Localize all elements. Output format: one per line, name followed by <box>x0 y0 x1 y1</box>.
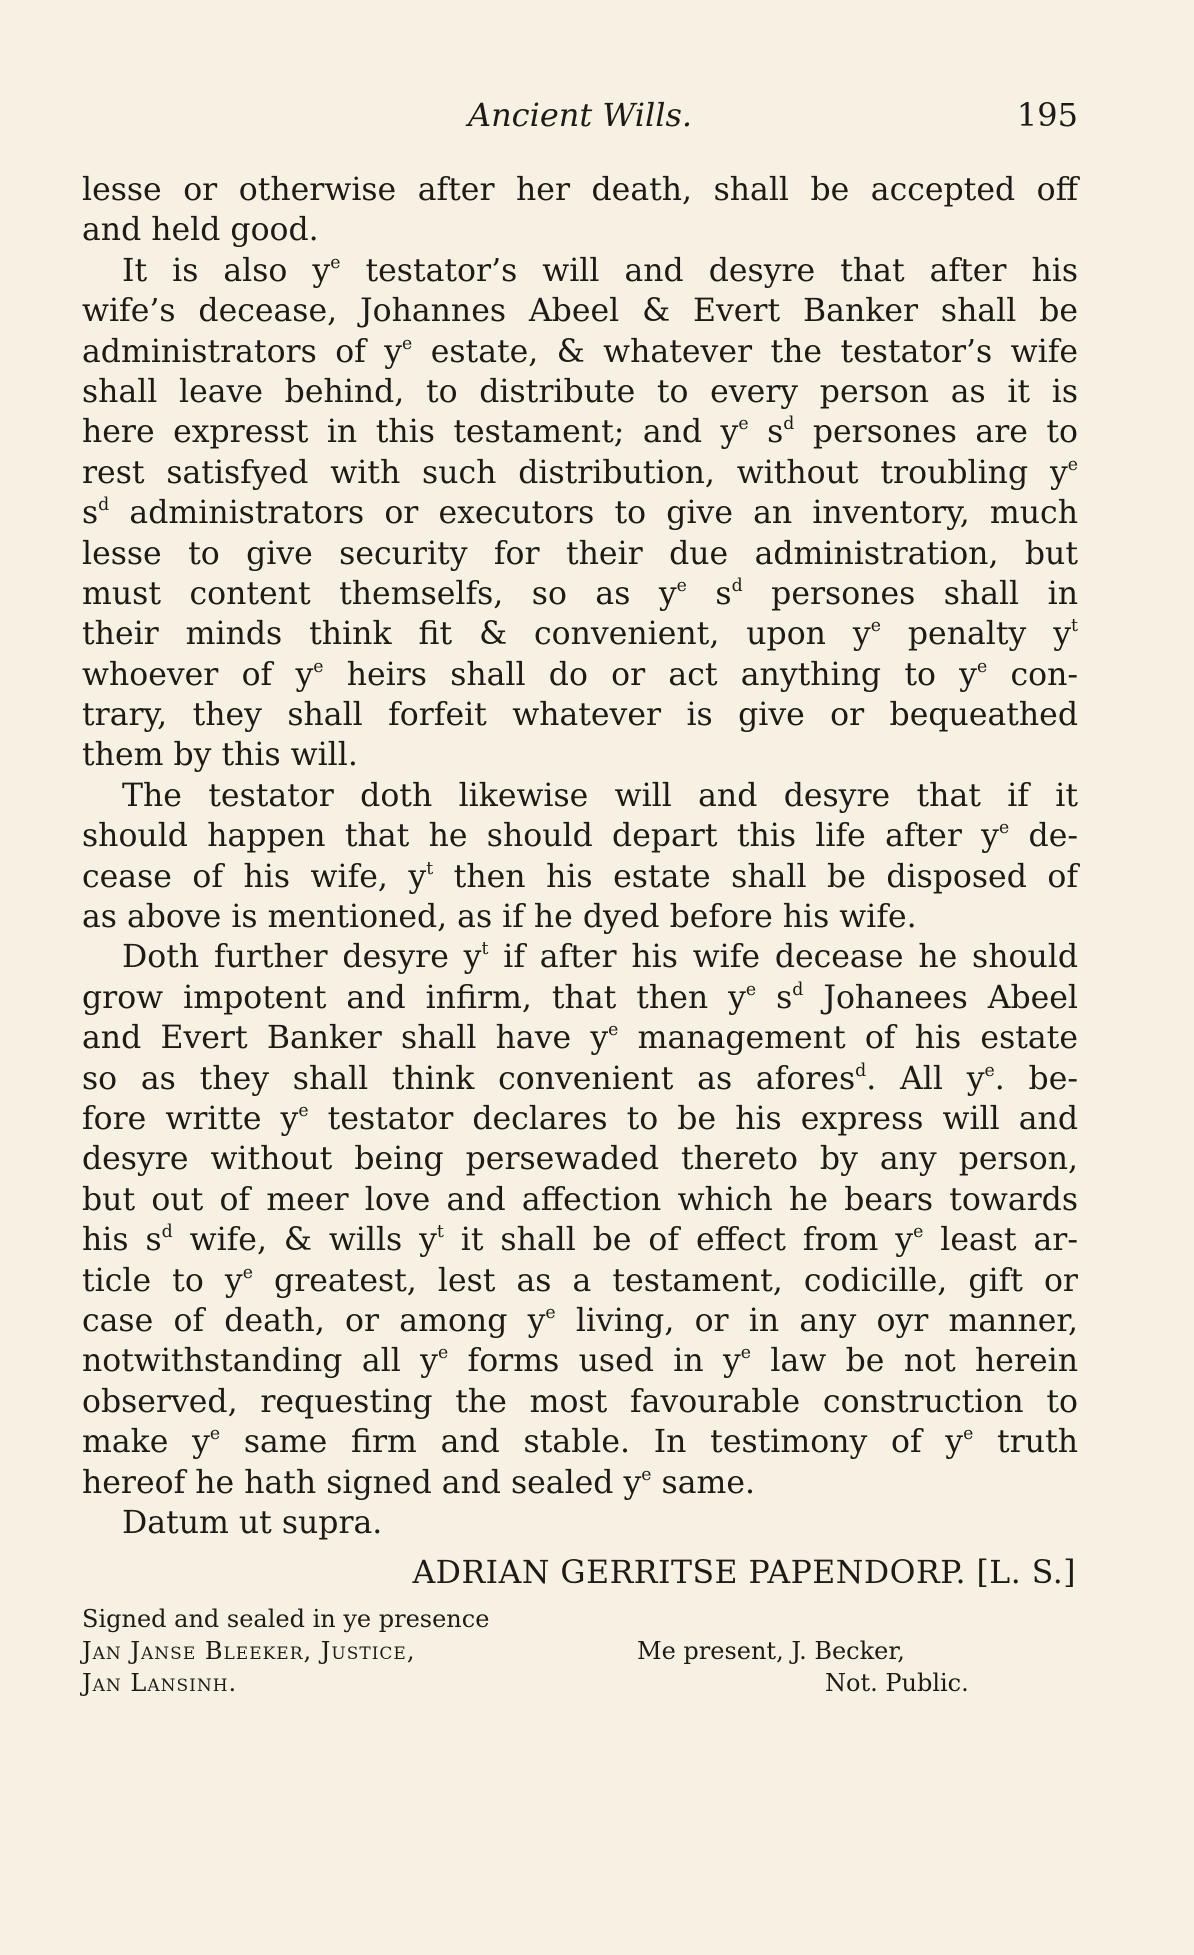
text-line: notwithstanding all $y^e$ forms used in $y^e$ law be not herein <box>82 1343 1079 1380</box>
witness-2: Jan Lansinh. <box>82 1669 238 1697</box>
text-line: should happen that he should depart this life after $y^e$ de- <box>82 818 1078 855</box>
text-line: so as they shall think convenient as afores$^d$. All $y^e$. be- <box>82 1060 1079 1097</box>
text-line: It is also $y^e$ testator’s will and desyre that after his <box>122 252 1078 289</box>
page-header <box>82 96 1078 146</box>
text-line: grow impotent and infirm, that then $y^e$ $s^d$ Johanees Abeel <box>82 979 1078 1016</box>
text-line: The testator doth likewise will and desyre that if it <box>122 777 1078 814</box>
attestation-heading: Signed and sealed in ye presence <box>82 1605 490 1633</box>
text-line: Doth further desyre $y^t$ if after his wife decease he should <box>122 939 1078 976</box>
attestation-row-1 <box>82 1635 1002 1667</box>
text-line: fore writte $y^e$ testator declares to be his express will and <box>82 1100 1078 1137</box>
text-line: and held good. <box>82 212 319 249</box>
attestation-block <box>82 1603 1002 1699</box>
text-line: case of death, or among $y^e$ living, or in any oyr manner, <box>82 1302 1078 1339</box>
text-line: ticle to $y^e$ greatest, lest as a testament, codicille, gift or <box>82 1262 1078 1299</box>
text-line: whoever of $y^e$ heirs shall do or act anything to $y^e$ con- <box>82 656 1079 693</box>
will-text-body <box>82 170 1078 1543</box>
text-line: shall leave behind, to distribute to every person as it is <box>82 373 1078 410</box>
text-line: make $y^e$ same firm and stable. In testimony of $y^e$ truth <box>82 1424 1078 1461</box>
text-line: trary, they shall forfeit whatever is give or bequeathed <box>82 697 1078 734</box>
text-line: administrators of $y^e$ estate, & whatever the testator’s wife <box>82 333 1078 370</box>
text-line: and Evert Banker shall have $y^e$ management of his estate <box>82 1020 1078 1057</box>
page-number: 195 <box>1016 96 1078 134</box>
text-line: their minds think fit & convenient, upon $y^e$ penalty $y^t$ <box>82 616 1078 653</box>
text-line: must content themselfs, so as $y^e$ $s^d$ persones shall in <box>82 575 1078 612</box>
text-line: wife’s decease, Johannes Abeel & Evert Banker shall be <box>82 293 1078 330</box>
text-line: hereof he hath signed and sealed $y^e$ same. <box>82 1464 755 1501</box>
text-line: his $s^d$ wife, & wills $y^t$ it shall be of effect from $y^e$ least ar- <box>82 1222 1078 1259</box>
testator-signature <box>412 1555 1076 1591</box>
text-line: them by this will. <box>82 737 358 774</box>
seal-mark: [L. S.] <box>976 1555 1076 1591</box>
text-line: cease of his wife, $y^t$ then his estate shall be disposed of <box>82 858 1078 895</box>
text-line: $s^d$ administrators or executors to give an inventory, much <box>82 495 1078 532</box>
running-title: Ancient Wills. <box>467 96 693 134</box>
text-line: but out of meer love and affection which he bears towards <box>82 1181 1078 1218</box>
text-line: lesse to give security for their due administration, but <box>82 535 1078 572</box>
text-line: observed, requesting the most favourable construction to <box>82 1383 1078 1420</box>
text-line: lesse or otherwise after her death, shall be accepted off <box>82 172 1078 208</box>
testator-name: ADRIAN GERRITSE PAPENDORP. <box>412 1555 966 1591</box>
witness-1: Jan Janse Bleeker, Justice, <box>82 1637 416 1665</box>
text-line: Datum ut supra. <box>122 1504 383 1541</box>
attestation-row-2 <box>82 1667 1002 1699</box>
text-line: desyre without being persewaded thereto by any person, <box>82 1141 1078 1178</box>
text-line: here expresst in this testament; and $y^e$ $s^d$ persones are to <box>82 414 1079 451</box>
text-line: as above is mentioned, as if he dyed before his wife. <box>82 899 917 936</box>
notary-line-1: Me present, J. Becker, <box>637 1637 905 1665</box>
notary-line-2: Not. Public. <box>825 1669 969 1697</box>
text-line: rest satisfyed with such distribution, without troubling $y^e$ <box>82 454 1078 491</box>
